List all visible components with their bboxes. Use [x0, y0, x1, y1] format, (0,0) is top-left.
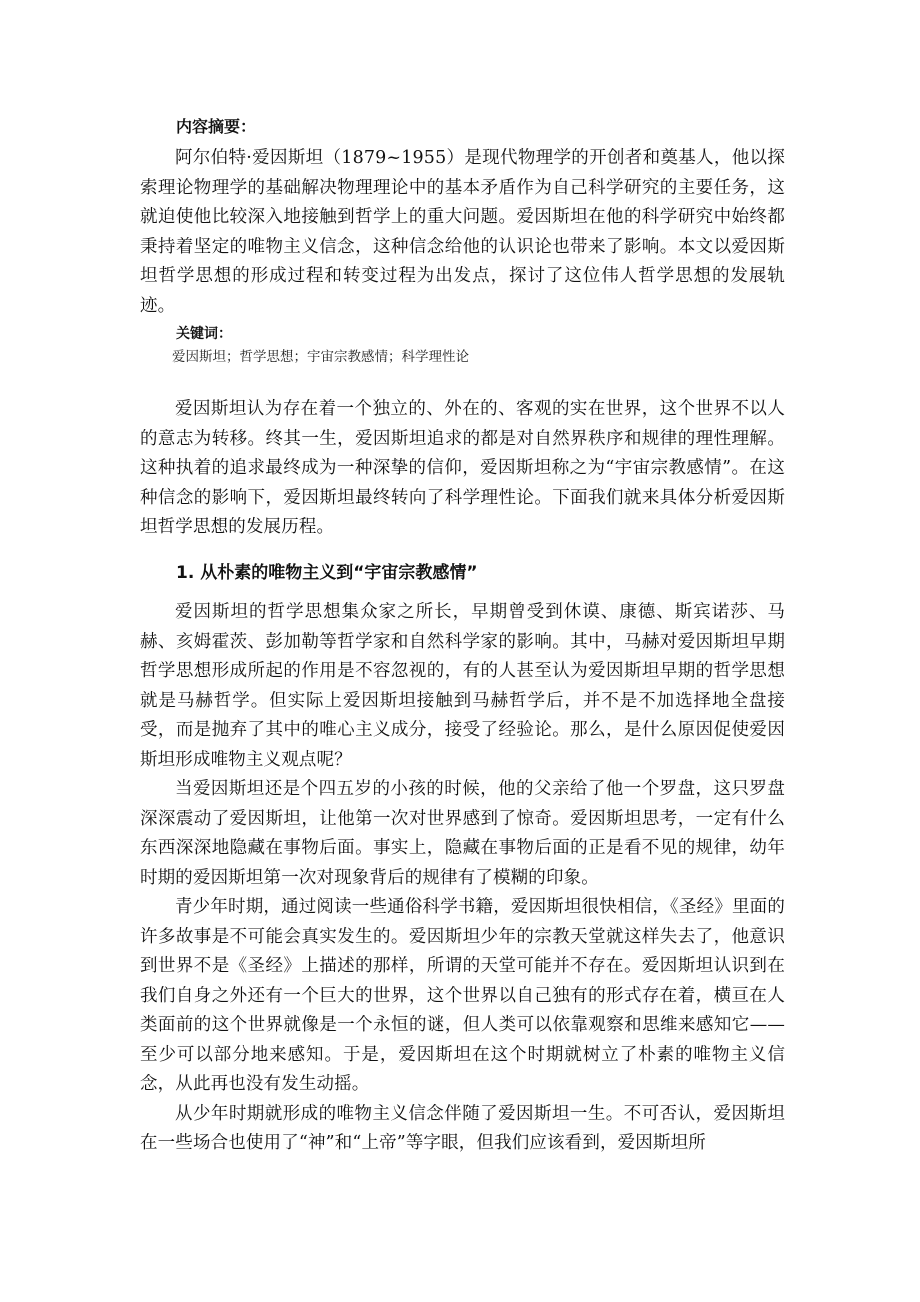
body-paragraph: 青少年时期，通过阅读一些通俗科学书籍，爱因斯坦很快相信，《圣经》里面的许多故事是不可能会真实发生的。爱因斯坦少年的宗教天堂就这样失去了，他意识到世界不是《圣经》上描述的那样，所谓的天堂可能并不存在。爱因斯坦认识到在我们自身之外还有一个巨大的世界，这个世界以自己独有的形式存在着，横亘在人类面前的这个世界就像是一个永恒的谜，但人类可以依靠观察和思维来感知它——至少可以部分地来感知。于是，爱因斯坦在这个时期就树立了朴素的唯物主义信念，从此再也没有发生动摇。 [140, 897, 785, 1094]
body-paragraph: 爱因斯坦的哲学思想集众家之所长，早期曾受到休谟、康德、斯宾诺莎、马赫、亥姆霍茨、彭加勒等哲学家和自然科学家的影响。其中，马赫对爱因斯坦早期哲学思想形成所起的作用是不容忽视的，有的人甚至认为爱因斯坦早期的哲学思想就是马赫哲学。但实际上爱因斯坦接触到马赫哲学后，并不是不加选择地全盘接受，而是抛弃了其中的唯心主义成分，接受了经验论。那么，是什么原因促使爱因斯坦形成唯物主义观点呢？ [140, 602, 785, 770]
body-paragraph: 从少年时期就形成的唯物主义信念伴随了爱因斯坦一生。不可否认，爱因斯坦在一些场合也使用了“神”和“上帝”等字眼，但我们应该看到，爱因斯坦所 [140, 1103, 785, 1153]
intro-paragraph: 爱因斯坦认为存在着一个独立的、外在的、客观的实在世界，这个世界不以人的意志为转移。终其一生，爱因斯坦追求的都是对自然界秩序和规律的理性理解。这种执着的追求最终成为一种深挚的信仰，爱因斯坦称之为“宇宙宗教感情”。在这种信念的影响下，爱因斯坦最终转向了科学理性论。下面我们就来具体分析爱因斯坦哲学思想的发展历程。 [140, 399, 785, 537]
section-body [140, 598, 785, 1159]
body-paragraph: 当爱因斯坦还是个四五岁的小孩的时候，他的父亲给了他一个罗盘，这只罗盘深深震动了爱因斯坦，让他第一次对世界感到了惊奇。爱因斯坦思考，一定有什么东西深深地隐藏在事物后面。事实上，隐藏在事物后面的正是看不见的规律，幼年时期的爱因斯坦第一次对现象背后的规律有了模糊的印象。 [140, 779, 785, 888]
abstract-text: 阿尔伯特·爱因斯坦（1879~1955）是现代物理学的开创者和奠基人，他以探索理论物理学的基础解决物理理论中的基本矛盾作为自己科学研究的主要任务，这就迫使他比较深入地接触到哲学上的重大问题。爱因斯坦在他的科学研究中始终都秉持着坚定的唯物主义信念，这种信念给他的认识论也带来了影响。本文以爱因斯坦哲学思想的形成过程和转变过程为出发点，探讨了这位伟人哲学思想的发展轨迹。 [140, 148, 785, 316]
keywords-label: 关键词： [176, 326, 232, 342]
abstract-label: 内容摘要： [176, 117, 257, 136]
section-heading: 1. 从朴素的唯物主义到“宇宙宗教感情” [176, 563, 478, 583]
keywords-text: 爱因斯坦；哲学思想；宇宙宗教感情；科学理性论 [172, 349, 469, 365]
